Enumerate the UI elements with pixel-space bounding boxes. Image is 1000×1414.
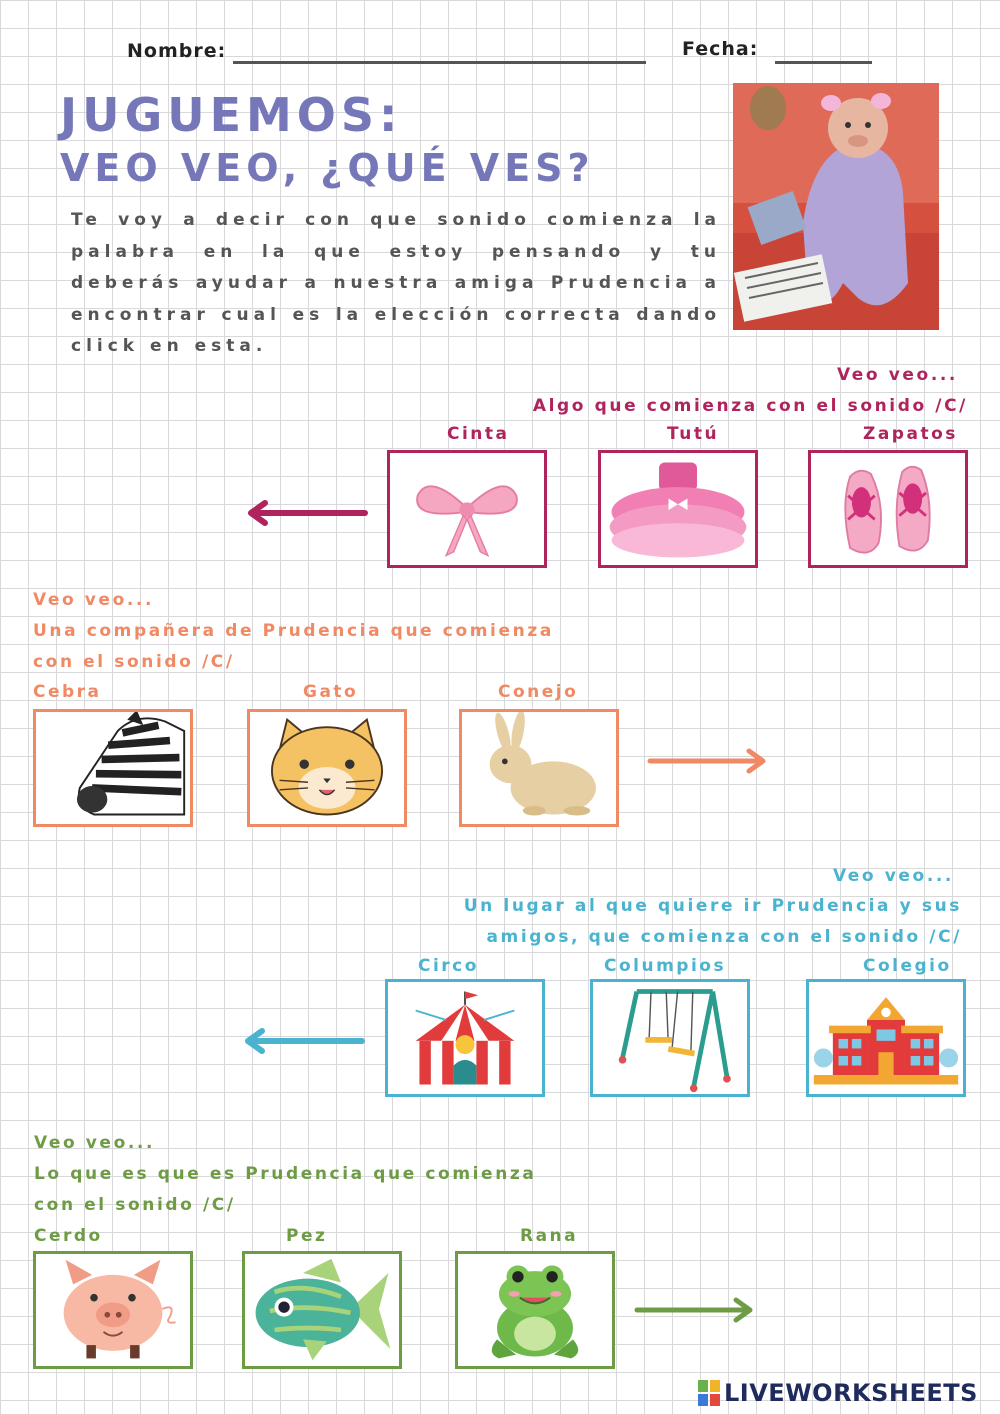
circus-tent-icon (388, 982, 542, 1094)
section2-intro: Veo veo... (33, 590, 155, 610)
section1-option1-label: Cinta (447, 424, 510, 444)
intro-paragraph: Te voy a decir con que sonido comienza la palabra en la que estoy pensando y tu deberás ayudar a nuestra amiga Prudencia a encontrar cual es la elección correcta dando click en esta. (71, 210, 721, 356)
section3-option2-columpios[interactable] (590, 979, 750, 1097)
section1-arrow-left (245, 500, 370, 526)
section4-arrow-right (632, 1297, 757, 1323)
section1-option1-cinta[interactable] (387, 450, 547, 568)
section2-option1-cebra[interactable] (33, 709, 193, 827)
pig-icon (36, 1254, 190, 1366)
swing-set-icon (593, 982, 747, 1094)
section3-option1-label: Circo (418, 956, 479, 976)
section4-option1-label: Cerdo (34, 1226, 103, 1246)
zebra-icon (36, 712, 190, 824)
name-field[interactable] (233, 61, 646, 64)
section4-option3-label: Rana (520, 1226, 579, 1246)
section2-option2-label: Gato (303, 682, 359, 702)
tutu-icon (601, 453, 755, 565)
title-line2: VEO VEO, ¿QUÉ VES? (60, 146, 595, 190)
section4-option2-pez[interactable] (242, 1251, 402, 1369)
section3-arrow-left (242, 1028, 367, 1054)
section3-question-line1: Un lugar al que quiere ir Prudencia y sus (463, 896, 962, 916)
section3-option2-label: Columpios (604, 956, 727, 976)
section4-option1-cerdo[interactable] (33, 1251, 193, 1369)
section4-question-line1: Lo que es que es Prudencia que comienza (34, 1164, 537, 1184)
date-label: Fecha: (682, 38, 759, 60)
section3-option3-label: Colegio (863, 956, 952, 976)
section1-intro: Veo veo... (836, 365, 958, 385)
frog-icon (458, 1254, 612, 1366)
section2-option1-label: Cebra (33, 682, 102, 702)
section3-option3-colegio[interactable] (806, 979, 966, 1097)
section2-option2-gato[interactable] (247, 709, 407, 827)
section1-option3-zapatos[interactable] (808, 450, 968, 568)
fish-icon (245, 1254, 399, 1366)
section2-arrow-right (645, 748, 770, 774)
section4-option2-label: Pez (286, 1226, 328, 1246)
section1-option2-label: Tutú (667, 424, 720, 444)
section2-question-line1: Una compañera de Prudencia que comienza (33, 621, 554, 641)
ballet-shoes-icon (811, 453, 965, 565)
section1-option3-label: Zapatos (863, 424, 958, 444)
section2-question-line2: con el sonido /C/ (33, 652, 235, 672)
section4-intro: Veo veo... (34, 1133, 156, 1153)
section1-question: Algo que comienza con el sonido /C/ (532, 396, 968, 416)
section3-question-line2: amigos, que comienza con el sonido /C/ (486, 927, 962, 947)
section2-option3-conejo[interactable] (459, 709, 619, 827)
rabbit-icon (462, 712, 616, 824)
section2-option3-label: Conejo (498, 682, 579, 702)
name-label: Nombre: (127, 40, 227, 62)
ribbon-bow-icon (390, 453, 544, 565)
section1-option2-tutu[interactable] (598, 450, 758, 568)
liveworksheets-logo-icon (698, 1380, 720, 1406)
section3-option1-circo[interactable] (385, 979, 545, 1097)
date-field[interactable] (775, 61, 872, 64)
section3-intro: Veo veo... (832, 866, 954, 886)
prudencia-illustration (733, 83, 939, 330)
section4-option3-rana[interactable] (455, 1251, 615, 1369)
title-line1: JUGUEMOS: (60, 88, 403, 142)
cat-icon (250, 712, 404, 824)
school-building-icon (809, 982, 963, 1094)
section4-question-line2: con el sonido /C/ (34, 1195, 236, 1215)
liveworksheets-brand: LIVEWORKSHEETS (724, 1379, 978, 1407)
